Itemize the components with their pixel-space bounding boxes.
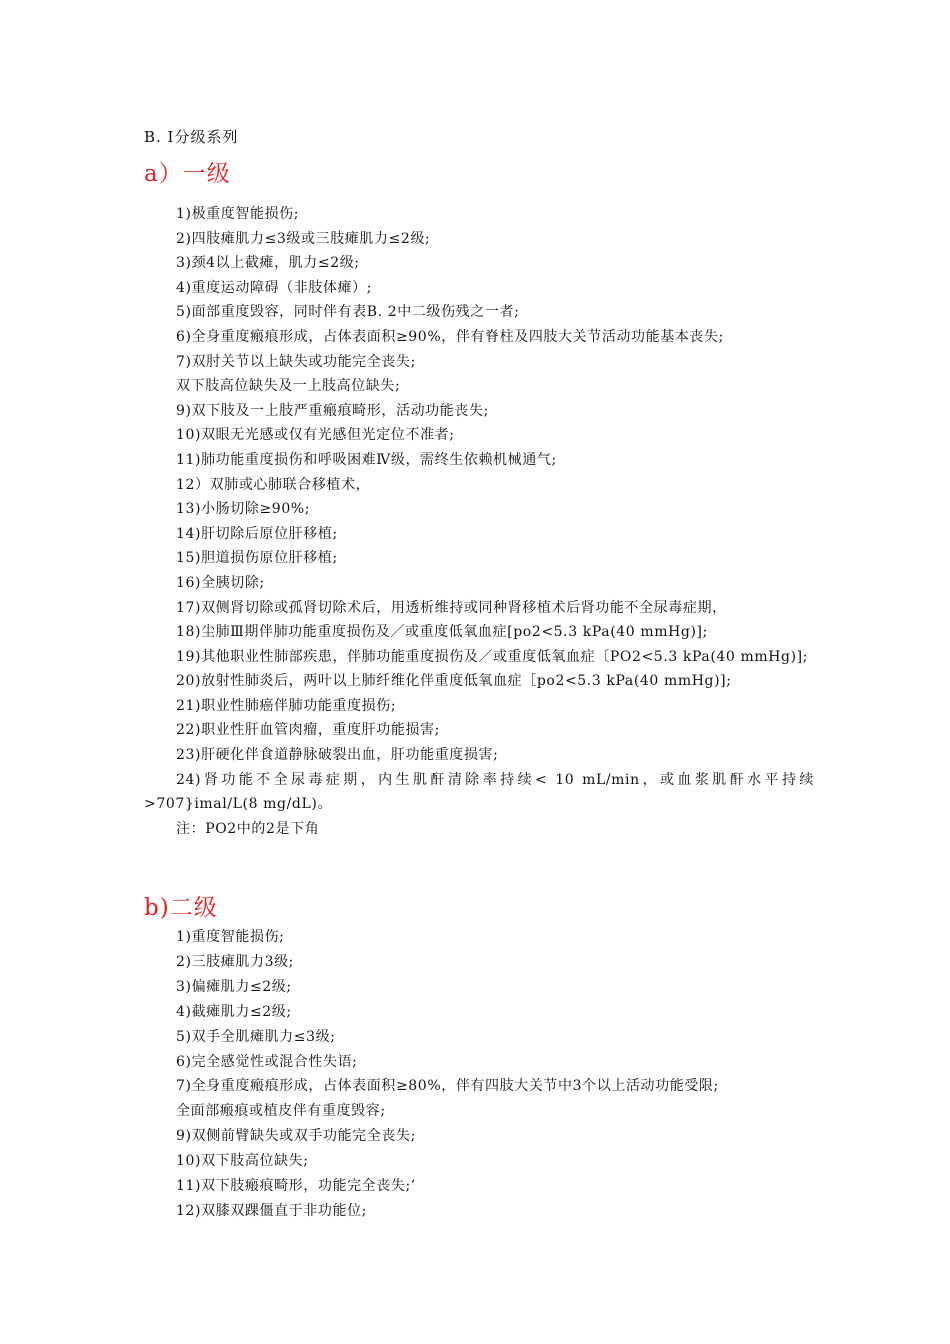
series-title: B. I分级系列 <box>144 128 239 146</box>
list-item: 4)重度运动障碍（非肢体瘫）; <box>176 279 373 296</box>
list-item: 12)双膝双踝僵直于非功能位; <box>176 1202 367 1219</box>
list-item: 6)完全感觉性或混合性失语; <box>176 1053 358 1070</box>
list-item: 3)颈4以上截瘫，肌力≤2级; <box>176 255 360 272</box>
list-item: 1)极重度智能损伤; <box>176 206 300 222</box>
list-item: 11)双下肢瘢痕畸形，功能完全丧失;’ <box>176 1178 416 1195</box>
list-item: 双下肢高位缺失及一上肢高位缺失; <box>176 378 401 395</box>
list-item: 7)全身重度瘢痕形成，占体表面积≥80%，伴有四肢大关节中3个以上活动功能受限; <box>176 1078 719 1095</box>
list-item: 14)肝切除后原位肝移植; <box>176 525 338 542</box>
list-item: 13)小肠切除≥90%; <box>176 501 311 518</box>
grade-b-list <box>144 925 814 1224</box>
list-item: 9)双侧前臂缺失或双手功能完全丧失; <box>176 1128 416 1145</box>
list-item: 7)双肘关节以上缺失或功能完全丧失; <box>176 353 416 370</box>
list-item: 16)全胰切除; <box>176 574 265 591</box>
list-item: 15)胆道损伤原位肝移植; <box>176 550 338 567</box>
list-item: 21)职业性肺癌伴肺功能重度损伤; <box>176 697 397 714</box>
list-item: 5)面部重度毁容，同时伴有表B. 2中二级伤残之一者; <box>176 304 520 321</box>
list-item: 1)重度智能损伤; <box>176 929 285 945</box>
list-item: 10)双眼无光感或仅有光感但光定位不准者; <box>176 427 455 444</box>
list-item: 5)双手全肌瘫肌力≤3级; <box>176 1028 336 1045</box>
grade-heading-b: b)二级 <box>144 895 218 921</box>
list-item: 4)截瘫肌力≤2级; <box>176 1003 292 1020</box>
list-item: 23)肝硬化伴食道静脉破裂出血，肝功能重度损害; <box>176 747 499 764</box>
list-item: 注：PO2中的2是下角 <box>176 820 320 837</box>
grade-heading-a: a）一级 <box>144 161 231 187</box>
grade-a-list <box>144 202 814 841</box>
list-item: 2)四肢瘫肌力≤3级或三肢瘫肌力≤2级; <box>176 230 431 247</box>
list-item: 20)放射性肺炎后，两叶以上肺纤维化伴重度低氧血症［po2<5.3 kPa(40 mmHg)]; <box>176 673 732 690</box>
list-item: 6)全身重度瘢痕形成，占体表面积≥90%，伴有脊柱及四肢大关节活动功能基本丧失; <box>176 328 724 345</box>
list-item: 2)三肢瘫肌力3级; <box>176 953 294 970</box>
list-item: 17)双侧肾切除或孤肾切除术后，用透析维持或同种肾移植术后肾功能不全尿毒症期， <box>176 599 727 616</box>
list-item: 18)尘肺Ⅲ期伴肺功能重度损伤及／或重度低氧血症[po2<5.3 kPa(40 mmHg)]; <box>176 624 708 641</box>
list-item: 11)肺功能重度损伤和呼吸困难Ⅳ级，需终生依赖机械通气; <box>176 451 557 468</box>
list-item: 10)双下肢高位缺失; <box>176 1153 309 1170</box>
list-item: 3)偏瘫肌力≤2级; <box>176 978 292 995</box>
list-item: 9)双下肢及一上肢严重瘢痕畸形，活动功能丧失; <box>176 402 489 419</box>
list-item: 22)职业性肝血管肉瘤，重度肝功能损害; <box>176 722 440 739</box>
list-item: 19)其他职业性肺部疾患，伴肺功能重度损伤及／或重度低氧血症〔PO2<5.3 kPa(40 mmHg)]; <box>176 648 809 665</box>
list-item: 全面部瘢痕或植皮伴有重度毁容; <box>176 1103 386 1120</box>
list-item: 12）双肺或心肺联合移植术， <box>176 476 371 493</box>
list-item: 24)肾功能不全尿毒症期，内生肌酐清除率持续< 10 mL/min，或血浆肌酐水平持续>707}imal/L(8 mg/dL)。 <box>144 771 814 813</box>
